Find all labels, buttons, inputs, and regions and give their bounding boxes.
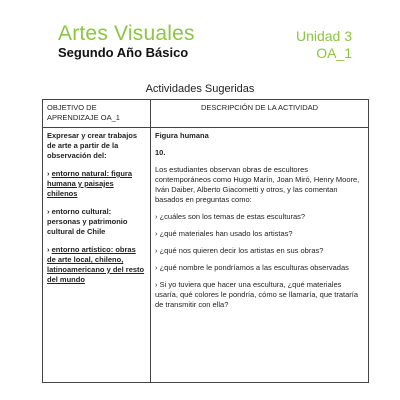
question-item	[155, 212, 364, 222]
question-marker: ›	[155, 279, 158, 289]
oa-label: OA_1	[316, 45, 352, 61]
question-item	[155, 246, 364, 256]
unit-label: Unidad 3	[295, 28, 352, 44]
context-item	[47, 245, 146, 285]
col-header-objective: OBJETIVO DE APRENDIZAJE OA_1	[43, 100, 151, 128]
question-marker: ›	[155, 262, 158, 272]
question-text: ¿qué nombre le pondríamos a las esculturas observadas	[159, 262, 349, 272]
document-subtitle: Segundo Año Básico	[58, 45, 189, 60]
question-item	[155, 229, 364, 239]
document-title: Artes Visuales	[58, 22, 195, 45]
activity-intro: Los estudiantes observan obras de escultores contemporáneos como Hugo Marín, Joan Miró, Henry Moore, Iván Daiber, Alberto Giacometti y otros, y las comentan basados en preguntas como:	[155, 164, 360, 204]
question-item	[155, 280, 364, 310]
context-marker: ›	[47, 244, 50, 254]
context-label: entorno natural: figura humana y paisajes chilenos	[47, 168, 133, 198]
objective-text: Expresar y crear trabajos de arte a partir de la observación del:	[47, 131, 138, 160]
table-row	[43, 128, 369, 383]
context-item	[47, 169, 146, 199]
activity-title: Figura humana	[155, 131, 209, 140]
question-text: ¿cuáles son los temas de estas esculturas?	[159, 211, 306, 221]
objective-cell	[43, 128, 151, 383]
table-header-row	[43, 100, 369, 128]
col-header-description: DESCRIPCIÓN DE LA ACTIVIDAD	[151, 100, 369, 128]
question-item	[155, 263, 364, 273]
activities-table	[42, 99, 369, 383]
description-cell	[151, 128, 369, 383]
activity-number: 10.	[155, 147, 166, 157]
context-label: entorno artístico: obras de arte local, chileno, latinoamericano y del resto del mundo	[47, 244, 145, 284]
question-marker: ›	[155, 211, 158, 221]
question-text: ¿qué materiales han usado los artistas?	[159, 228, 293, 238]
context-marker: ›	[47, 206, 50, 216]
context-label: entorno cultural: personas y patrimonio cultural de Chile	[47, 206, 128, 236]
question-marker: ›	[155, 245, 158, 255]
question-marker: ›	[155, 228, 158, 238]
question-text: ¿qué nos quieren decir los artistas en sus obras?	[159, 245, 324, 255]
context-item	[47, 207, 146, 237]
section-title: Actividades Sugeridas	[145, 83, 255, 95]
context-marker: ›	[47, 168, 50, 178]
question-text: Si yo tuviera que hacer una escultura, ¿qué materiales usaría, qué colores le pondría, cómo se llamaría, que trataría de transmitir con ella?	[155, 279, 359, 309]
